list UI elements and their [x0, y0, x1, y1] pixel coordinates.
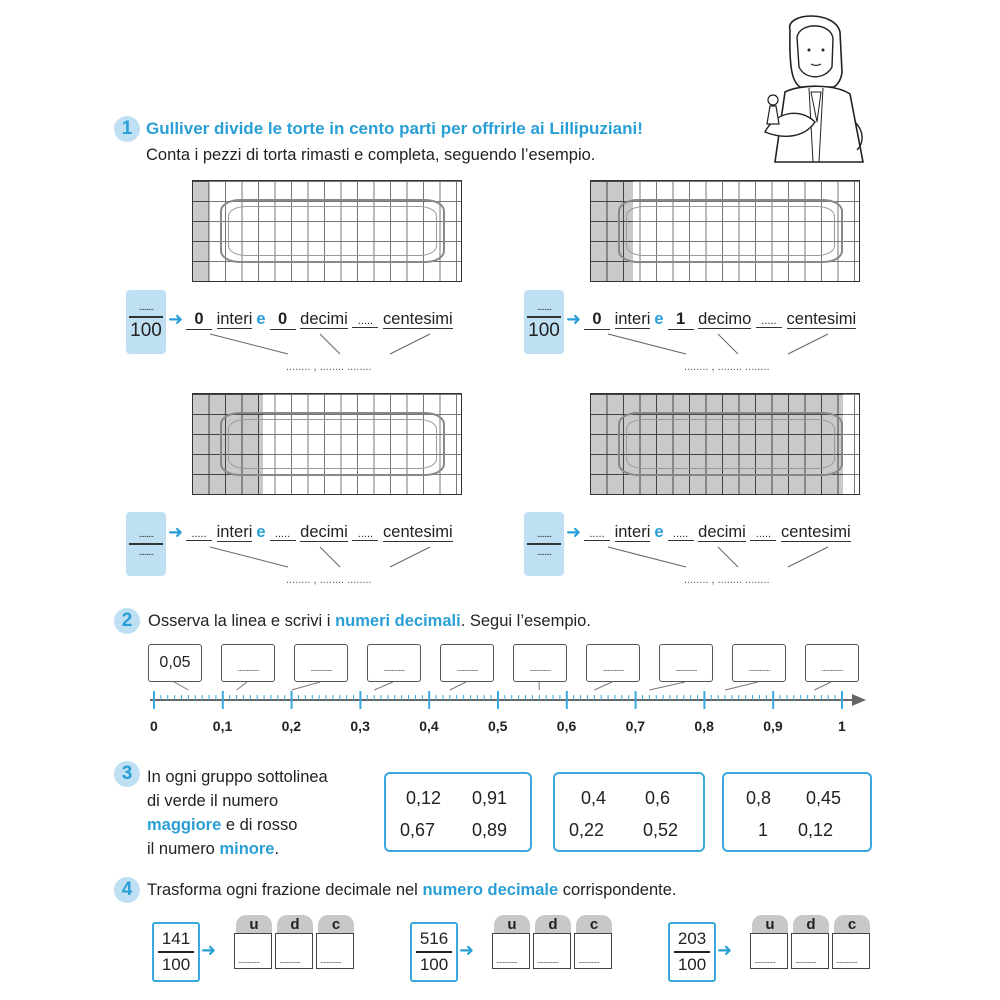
decimal-fraction: [152, 922, 200, 982]
denominator: 100: [161, 955, 191, 974]
tick-label: 0,5: [488, 718, 508, 734]
number-line-box: 0,05: [148, 644, 202, 682]
number-group-2: 0,4 0,6 0,22 0,52: [553, 772, 705, 852]
decimal-fraction: [668, 922, 716, 982]
tick-label: 0,8: [694, 718, 714, 734]
answer-arrows-1: [180, 330, 480, 360]
exercise-4-instruction: Trasforma ogni frazione decimale nel numero decimale corrispondente.: [147, 881, 677, 899]
pointer-line: [174, 682, 188, 690]
denominator: 100: [419, 955, 449, 974]
number-line-box: ..............: [367, 644, 421, 682]
arrow-icon: ➜: [459, 940, 475, 960]
result-line-1: ........ , ........ ........: [286, 361, 372, 373]
tick-label: 0,4: [419, 718, 439, 734]
cake-pan-2: [590, 180, 860, 282]
number-group-3: 0,8 0,45 1 0,12: [722, 772, 872, 852]
tick-label: 0,6: [556, 718, 577, 734]
place-value-header: d: [793, 915, 829, 933]
number-line-box: ..............: [805, 644, 859, 682]
pointer-line: [237, 682, 247, 690]
result-line-3: ........ , ........ ........: [286, 574, 372, 586]
tick-label: 0,7: [625, 718, 646, 734]
cake-pan-4: [590, 393, 860, 495]
digit-placeholder: ..............: [836, 955, 858, 965]
exercise-4-number: 4: [114, 877, 140, 903]
answer-line-2: 0 interi e 1 decimo ..... centesimi: [584, 310, 856, 330]
place-value-header: u: [752, 915, 788, 933]
exercise-2-instruction: Osserva la linea e scrivi i numeri decimali. Segui l’esempio.: [148, 612, 591, 630]
exercise-2-number: 2: [114, 608, 140, 634]
tick-label: 0,1: [212, 718, 233, 734]
number-line-box: ..............: [732, 644, 786, 682]
exercise-1-title: Gulliver divide le torte in cento parti per offrirle ai Lillipuziani!: [146, 119, 643, 138]
number-line-box: ..............: [659, 644, 713, 682]
exercise-1-number: 1: [114, 116, 140, 142]
denominator: 100: [677, 955, 707, 974]
digit-placeholder: ..............: [754, 955, 776, 965]
tick-label: 0,2: [281, 718, 302, 734]
pointer-line: [814, 682, 831, 690]
place-value-header: c: [576, 915, 612, 933]
digit-placeholder: ..............: [279, 955, 301, 965]
arrow-icon: ➜: [566, 309, 582, 329]
number-line-box: ..............: [221, 644, 275, 682]
digit-placeholder: ..............: [320, 955, 342, 965]
answer-arrows-4: [578, 543, 878, 573]
place-value-header: d: [535, 915, 571, 933]
number-line-box: ..............: [294, 644, 348, 682]
fraction-box-4: ........ ........: [524, 512, 564, 576]
result-line-4: ........ , ........ ........: [684, 574, 770, 586]
answer-line-1: 0 interi e 0 decimi ..... centesimi: [186, 310, 453, 330]
exercise-3-instruction: In ogni gruppo sottolinea di verde il numero maggiore e di rosso il numero minore.: [147, 768, 328, 858]
exercise-3-number: 3: [114, 761, 140, 787]
place-value-header: u: [494, 915, 530, 933]
result-line-2: ........ , ........ ........: [684, 361, 770, 373]
answer-arrows-3: [180, 543, 480, 573]
digit-placeholder: ..............: [238, 955, 260, 965]
answer-arrows-2: [578, 330, 878, 360]
number-group-1: 0,12 0,91 0,67 0,89: [384, 772, 532, 852]
answer-line-4: ..... interi e ..... decimi ..... centesimi: [584, 523, 851, 542]
arrow-icon: ➜: [717, 940, 733, 960]
arrow-icon: ➜: [168, 309, 184, 329]
decimal-fraction: [410, 922, 458, 982]
digit-placeholder: ..............: [795, 955, 817, 965]
number-line-box: ..............: [440, 644, 494, 682]
digit-placeholder: ..............: [537, 955, 559, 965]
numerator: 141: [161, 929, 191, 948]
pointer-line: [450, 682, 466, 690]
place-value-header: c: [318, 915, 354, 933]
fraction-box-1: ........ 100: [126, 290, 166, 354]
cake-pan-3: [192, 393, 462, 495]
arrow-icon: ➜: [201, 940, 217, 960]
answer-line-3: ..... interi e ..... decimi ..... centesimi: [186, 523, 453, 542]
cake-pan-1: [192, 180, 462, 282]
numerator: 203: [677, 929, 707, 948]
pointer-line: [374, 682, 393, 690]
place-value-header: d: [277, 915, 313, 933]
pointer-line: [594, 682, 612, 690]
pointer-line: [649, 682, 685, 690]
numerator: 516: [419, 929, 449, 948]
digit-placeholder: ..............: [578, 955, 600, 965]
pointer-line: [725, 682, 758, 690]
fraction-box-3: ........ ........: [126, 512, 166, 576]
arrow-icon: ➜: [168, 522, 184, 542]
arrow-icon: ➜: [566, 522, 582, 542]
number-line-box: ..............: [513, 644, 567, 682]
place-value-header: c: [834, 915, 870, 933]
tick-label: 0,9: [763, 718, 783, 734]
number-line: [140, 670, 880, 720]
tick-label: 1: [838, 718, 846, 734]
tick-label: 0: [150, 718, 158, 734]
fraction-box-2: ........ 100: [524, 290, 564, 354]
tick-label: 0,3: [350, 718, 370, 734]
pointer-line: [292, 682, 320, 690]
digit-placeholder: ..............: [496, 955, 518, 965]
gulliver-illustration: [745, 12, 875, 167]
exercise-1-instruction: Conta i pezzi di torta rimasti e completa, seguendo l’esempio.: [146, 146, 596, 164]
number-line-box: ..............: [586, 644, 640, 682]
place-value-header: u: [236, 915, 272, 933]
axis-arrowhead-icon: [852, 694, 866, 706]
